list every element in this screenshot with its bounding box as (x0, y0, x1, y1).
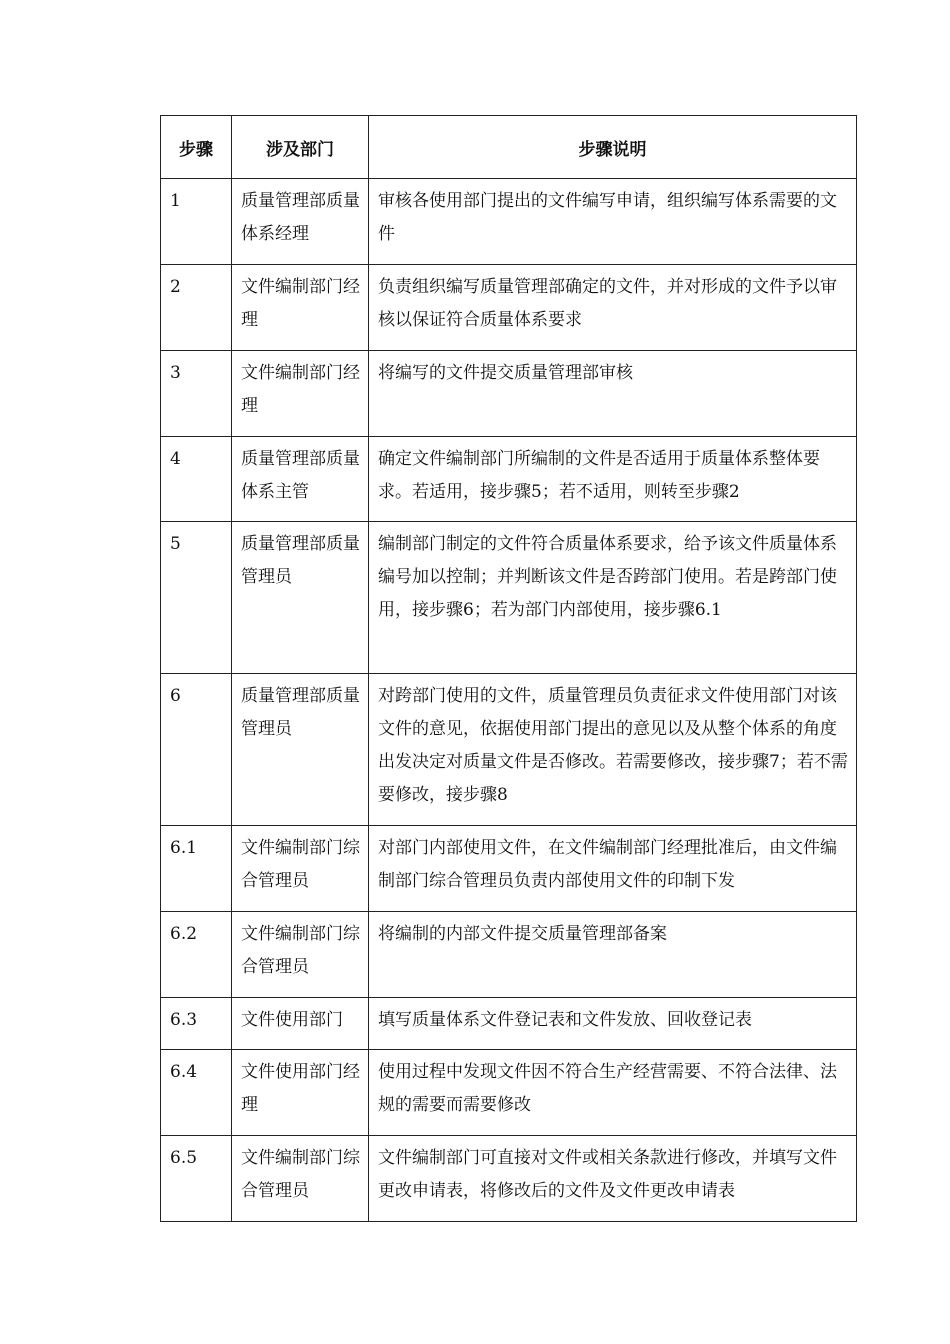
table-row (161, 179, 857, 265)
department: 文件编制部门综合管理员 (241, 924, 360, 977)
department: 文件编制部门经理 (241, 363, 360, 416)
step-description: 对部门内部使用文件，在文件编制部门经理批准后，由文件编制部门综合管理员负责内部使用文件的印制下发 (378, 838, 837, 891)
department: 文件使用部门 (241, 1010, 343, 1030)
table-header-row (161, 116, 857, 179)
table-row (161, 998, 857, 1050)
department: 质量管理部质量管理员 (241, 686, 360, 739)
department: 文件编制部门综合管理员 (241, 838, 360, 891)
step-description: 确定文件编制部门所编制的文件是否适用于质量体系整体要求。若适用，接步骤5；若不适用，则转至步骤2 (378, 449, 820, 502)
department: 文件使用部门经理 (241, 1062, 360, 1115)
step-description: 编制部门制定的文件符合质量体系要求，给予该文件质量体系编号加以控制；并判断该文件是否跨部门使用。若是跨部门使用，接步骤6；若为部门内部使用，接步骤6.1 (378, 534, 837, 620)
step-description: 将编写的文件提交质量管理部审核 (378, 363, 633, 383)
step-description: 文件编制部门可直接对文件或相关条款进行修改，并填写文件更改申请表，将修改后的文件及文件更改申请表 (378, 1148, 837, 1201)
table-row (161, 437, 857, 522)
step-number: 2 (170, 277, 181, 297)
procedure-table (160, 115, 857, 1222)
step-description: 审核各使用部门提出的文件编写申请，组织编写体系需要的文件 (378, 191, 837, 244)
step-number: 6.5 (170, 1148, 198, 1168)
step-number: 6 (170, 686, 181, 706)
header-dept: 涉及部门 (232, 116, 369, 179)
step-description: 负责组织编写质量管理部确定的文件，并对形成的文件予以审核以保证符合质量体系要求 (378, 277, 837, 330)
table-row (161, 1136, 857, 1222)
step-description: 填写质量体系文件登记表和文件发放、回收登记表 (378, 1010, 752, 1030)
table-row (161, 674, 857, 826)
step-number: 6.3 (170, 1010, 198, 1030)
header-step: 步骤 (161, 116, 232, 179)
step-description: 对跨部门使用的文件，质量管理员负责征求文件使用部门对该文件的意见，依据使用部门提出的意见以及从整个体系的角度出发决定对质量文件是否修改。若需要修改，接步骤7；若不需要修改，接步骤8 (378, 686, 848, 805)
department: 文件编制部门经理 (241, 277, 360, 330)
step-number: 3 (170, 363, 181, 383)
department: 质量管理部质量体系主管 (241, 449, 360, 502)
table-row (161, 826, 857, 912)
step-number: 5 (170, 534, 181, 554)
step-description: 将编制的内部文件提交质量管理部备案 (378, 924, 667, 944)
step-number: 6.1 (170, 838, 198, 858)
department: 质量管理部质量体系经理 (241, 191, 360, 244)
step-number: 4 (170, 449, 181, 469)
table-row (161, 912, 857, 998)
header-desc: 步骤说明 (369, 116, 857, 179)
department: 文件编制部门综合管理员 (241, 1148, 360, 1201)
step-number: 6.2 (170, 924, 198, 944)
step-number: 6.4 (170, 1062, 198, 1082)
department: 质量管理部质量管理员 (241, 534, 360, 587)
table-row (161, 265, 857, 351)
step-number: 1 (170, 191, 181, 211)
table-row (161, 522, 857, 674)
table-row (161, 1050, 857, 1136)
table-row (161, 351, 857, 437)
step-description: 使用过程中发现文件因不符合生产经营需要、不符合法律、法规的需要而需要修改 (378, 1062, 837, 1115)
